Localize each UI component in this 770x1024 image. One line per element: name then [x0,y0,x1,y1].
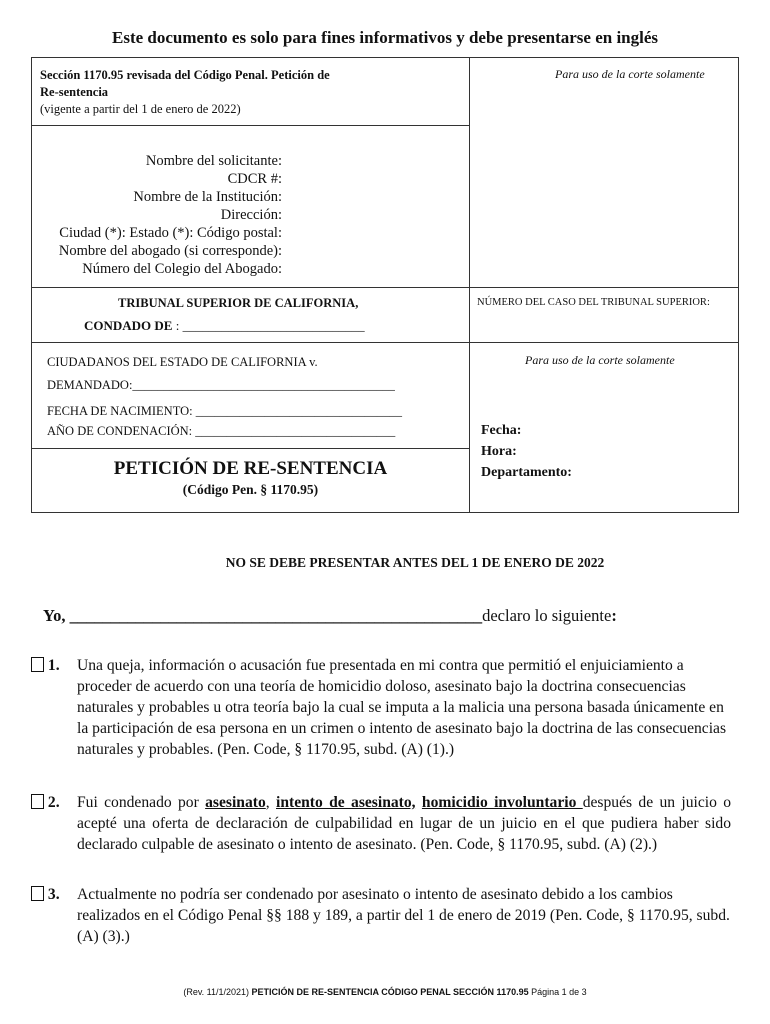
item-3-checkbox[interactable] [31,886,44,901]
divider [32,287,739,288]
header-notice: Este documento es solo para fines informativos y debe presentarse en inglés [111,28,659,47]
defendant-line: DEMANDADO:__________________________________________ [47,378,395,392]
attorney-name-label: Nombre del abogado (si corresponde): [58,243,282,259]
petition-title: PETICIÓN DE RE-SENTENCIA [113,458,388,479]
petition-code: (Código Pen. § 1170.95) [182,482,319,497]
item-3-num: 3. [47,886,60,903]
divider [32,448,469,449]
conviction-year-line: AÑO DE CONDENACIÓN: ________________________________ [47,424,396,438]
footer-title: PETICIÓN DE RE-SENTENCIA CÓDIGO PENAL SECCIÓN 1170.95 [251,987,529,997]
parties-block [47,351,402,441]
declaration-yo: Yo, [43,606,70,625]
statement-item-2 [31,792,731,855]
form-caption-box [31,57,739,513]
bar-number-label: Número del Colegio del Abogado: [82,261,282,277]
people-label: CIUDADANOS DEL ESTADO DE CALIFORNIA v. [47,355,318,369]
county-blank: : ____________________________ [175,318,365,333]
item-2-number [31,792,60,813]
petition-title-block [32,458,469,498]
address-label: Dirección: [220,207,282,223]
court-name: TRIBUNAL SUPERIOR DE CALIFORNIA, [118,296,359,310]
cdcr-label: CDCR #: [227,171,282,187]
item-2-num: 2. [47,794,60,811]
section-title-line2: Re-sentencia [40,85,109,99]
hearing-block [481,420,572,483]
declaration-line [43,606,617,626]
institution-label: Nombre de la Institución: [133,189,282,205]
declaration-colon: : [611,606,617,625]
section-info [40,67,460,118]
item-1-text: Una queja, información o acusación fue presentada en mi contra que permitió el enjuiciamiento a proceder de acuerdo con una teoría de homicidio doloso, asesinato bajo la doctrina consecuencias naturales y probables u otra teoría bajo la cual se imputa a la malicia una persona basada únicamente en la participación de esa persona en un crimen o intento de asesinato bajo la doctrina de las consecuencias naturales y probables. (Pen. Code, § 1170.95, subd. (A) (1).) [77,657,727,758]
item-2-pre: Fui condenado por [77,794,206,811]
item-2-murder: asesinato [205,794,266,811]
divider [32,342,739,343]
applicant-info-labels [32,152,282,278]
item-2-checkbox[interactable] [31,794,44,809]
city-state-zip-label: Ciudad (*): Estado (*): Código postal: [59,225,282,241]
county-line [84,318,365,334]
item-2-post: después de un juicio o acepté una oferta de declaración de culpabilidad en lugar de un juicio en el que pudiera haber sido declarado culpable de asesinato o intento de asesinato. (Pen. Code, § 1170.95, subd. (A) (2).) [77,794,732,853]
section-effective-date: (vigente a partir del 1 de enero de 2022) [40,102,241,116]
item-1-num: 1. [47,657,60,674]
hearing-dept-label: Departamento: [481,465,572,480]
item-1-number [31,655,60,676]
page-footer [0,987,770,997]
hearing-time-label: Hora: [481,444,517,459]
declarant-name-blank[interactable]: __________________________________________________ [69,606,483,625]
footer-page: Página 1 de 3 [528,987,587,997]
county-label: CONDADO DE [84,318,173,333]
item-2-attempted-murder: intento de asesinato, [276,794,416,811]
item-2-manslaughter: homicidio involuntario [421,794,583,811]
dob-line: FECHA DE NACIMIENTO: _________________________________ [47,404,402,418]
declaration-text: declaro lo siguiente [482,606,612,625]
hearing-date-label: Fecha: [481,423,522,438]
statement-item-3 [31,884,731,947]
statement-item-1 [31,655,731,760]
item-2-text [77,792,731,855]
case-number-label: NÚMERO DEL CASO DEL TRIBUNAL SUPERIOR: [477,297,710,308]
item-3-number [31,884,60,905]
item-3-text: Actualmente no podría ser condenado por asesinato o intento de asesinato debido a los cambios realizados en el Código Penal §§ 188 y 189, a partir del 1 de enero de 2019 (Pen. Code, § 1170.95, subd. (A) (3).) [77,886,730,945]
item-2-sep1: , [265,794,276,811]
filing-date-notice: NO SE DEBE PRESENTAR ANTES DEL 1 DE ENERO DE 2022 [225,555,605,570]
court-use-only-label: Para uso de la corte solamente [555,67,705,81]
court-use-only-label-2: Para uso de la corte solamente [525,353,675,367]
footer-rev: (Rev. 11/1/2021) [183,987,252,997]
divider [32,125,469,126]
column-divider [469,58,470,513]
item-1-checkbox[interactable] [31,657,44,672]
section-title-line1: Sección 1170.95 revisada del Código Penal. Petición de [40,68,330,82]
applicant-name-label: Nombre del solicitante: [145,153,282,169]
